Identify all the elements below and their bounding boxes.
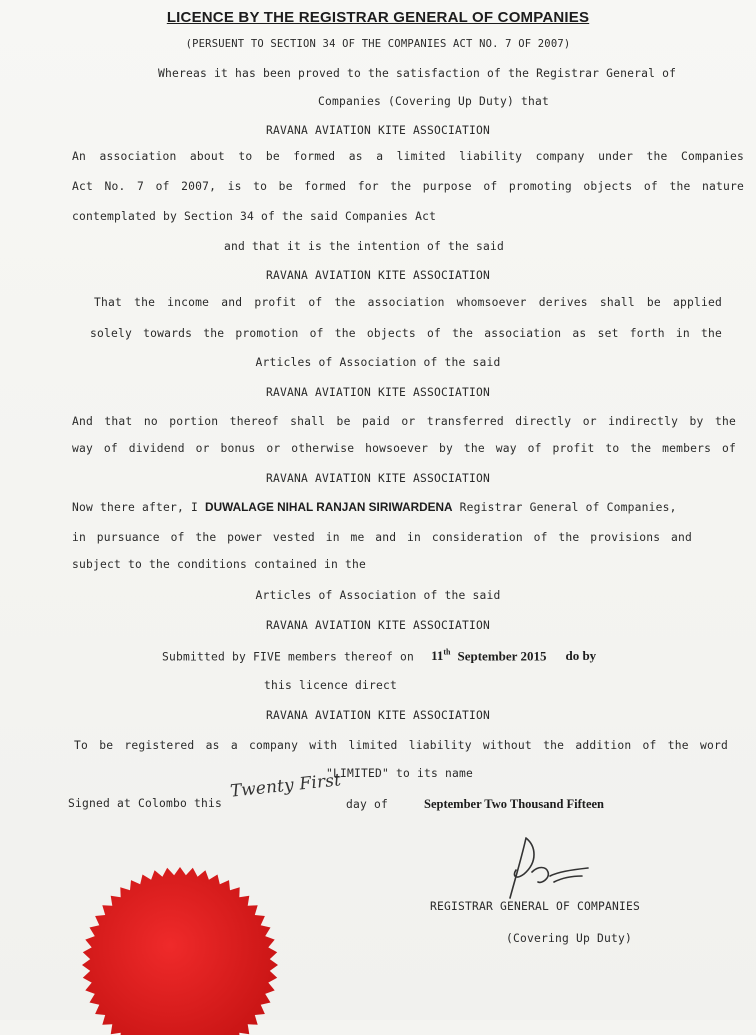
submitted-suffix: do by: [565, 648, 597, 664]
association-name-3: RAVANA AVIATION KITE ASSOCIATION: [265, 386, 491, 399]
para1-line-3: contemplated by Section 34 of the said Companies Act: [72, 210, 437, 223]
registered-line: To be registered as a company with limited liability without the addition of the word: [74, 739, 728, 752]
association-name-6: RAVANA AVIATION KITE ASSOCIATION: [265, 709, 491, 722]
para2-line-1: That the income and profit of the association whomsoever derives shall be applied: [94, 296, 722, 309]
red-wax-seal-icon: [80, 865, 280, 1035]
submitted-prefix: Submitted by FIVE members thereof on: [162, 650, 415, 664]
submitted-day: 11th: [431, 648, 451, 664]
signature-subtitle: (Covering Up Duty): [506, 932, 633, 945]
limited-line: "LIMITED" to its name: [326, 767, 474, 780]
association-name-2: RAVANA AVIATION KITE ASSOCIATION: [265, 269, 491, 282]
association-name-1: RAVANA AVIATION KITE ASSOCIATION: [265, 124, 491, 137]
signature-title: REGISTRAR GENERAL OF COMPANIES: [430, 900, 641, 913]
para1-line-1: An association about to be formed as a limited liability company under the Companies: [72, 150, 744, 163]
submitted-line: [162, 648, 596, 664]
para1-line-2: Act No. 7 of 2007, is to be formed for the purpose of promoting objects of the nature: [72, 180, 744, 193]
para4-suffix: Registrar General of Companies,: [459, 501, 677, 514]
whereas-line-2: Companies (Covering Up Duty) that: [318, 95, 550, 108]
signed-month-year: September Two Thousand Fifteen: [424, 797, 604, 811]
para4-line-3: subject to the conditions contained in the: [72, 558, 367, 571]
licence-direct-line: this licence direct: [264, 679, 398, 692]
association-name-5: RAVANA AVIATION KITE ASSOCIATION: [265, 619, 491, 632]
document-subtitle: (PERSUENT TO SECTION 34 OF THE COMPANIES ACT NO. 7 OF 2007): [185, 38, 571, 50]
para2-line-2: solely towards the promotion of the objects of the association as set forth in the: [90, 327, 722, 340]
para4-line-1: [72, 500, 677, 514]
whereas-line-1: Whereas it has been proved to the satisfaction of the Registrar General of: [158, 67, 677, 80]
para3-line-1: And that no portion thereof shall be paid or transferred directly or indirectly by the: [72, 415, 736, 428]
association-name-4: RAVANA AVIATION KITE ASSOCIATION: [265, 472, 491, 485]
articles-line-1: Articles of Association of the said: [255, 356, 501, 369]
signed-mid: day of: [346, 798, 389, 811]
intention-line: and that it is the intention of the said: [224, 240, 505, 253]
signed-prefix: Signed at Colombo this: [68, 797, 223, 810]
para4-prefix: Now there after, I: [72, 501, 199, 514]
registrar-name: DUWALAGE NIHAL RANJAN SIRIWARDENA: [205, 500, 453, 514]
para4-line-2: in pursuance of the power vested in me and in consideration of the provisions and: [72, 531, 692, 544]
registrar-signature: [492, 832, 602, 902]
submitted-month-year: September 2015: [457, 648, 547, 664]
articles-line-2: Articles of Association of the said: [255, 589, 501, 602]
handwritten-day: Twenty First: [229, 770, 343, 802]
document-title: LICENCE BY THE REGISTRAR GENERAL OF COMPANIES: [166, 9, 590, 26]
para3-line-2: way of dividend or bonus or otherwise howsoever by the way of profit to the members of: [72, 442, 736, 455]
